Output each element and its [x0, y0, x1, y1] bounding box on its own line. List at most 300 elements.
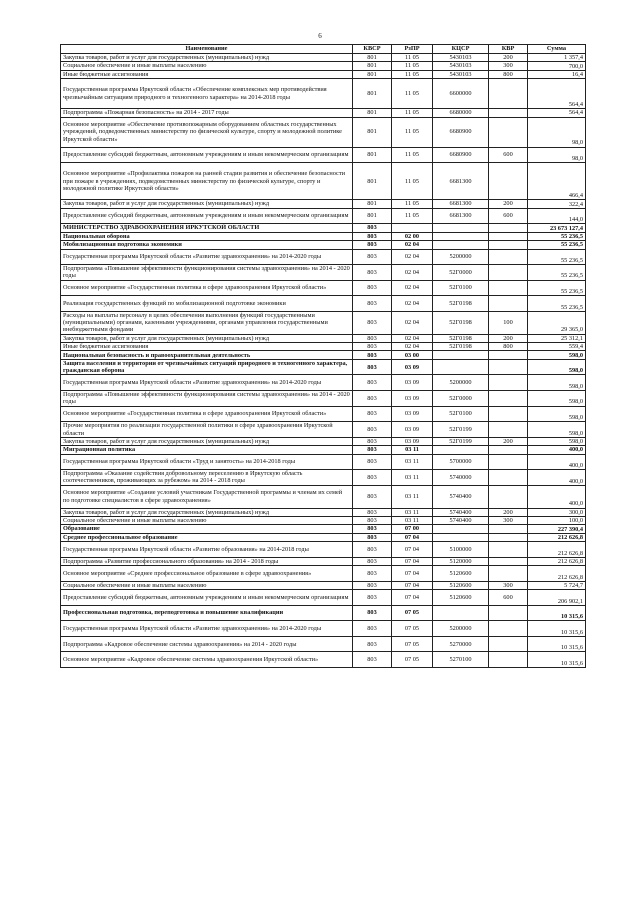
table-row — [61, 147, 586, 163]
row-kvr — [489, 280, 528, 296]
row-rzpr: 07 05 — [392, 652, 433, 668]
row-sum: 55 236,5 — [528, 249, 586, 265]
row-rzpr: 03 11 — [392, 470, 433, 486]
table-row — [61, 249, 586, 265]
row-name: Защита населения и территории от чрезвычайных ситуаций природного и техногенного характера, гражданская оборона — [61, 359, 353, 375]
row-rzpr: 02 04 — [392, 296, 433, 312]
row-kvr: 200 — [489, 54, 528, 62]
row-kvr: 800 — [489, 70, 528, 78]
row-kcsr — [433, 351, 489, 359]
row-name: Закупка товаров, работ и услуг для государственных (муниципальных) нужд — [61, 437, 353, 445]
table-row — [61, 470, 586, 486]
table-row — [61, 454, 586, 470]
row-kvr — [489, 446, 528, 454]
row-kvsr: 803 — [353, 557, 392, 565]
row-sum: 598,0 — [528, 359, 586, 375]
row-kvr: 600 — [489, 208, 528, 224]
row-kcsr — [433, 533, 489, 541]
row-sum: 564,4 — [528, 79, 586, 109]
row-name: Основное мероприятие «Профилактика пожаров на ранней стадии развития и обеспечение безопасности при пожаре в учреждениях, подведомственных министерству по физической культуре, спорту и молодежной политике Иркутской области» — [61, 163, 353, 200]
header-sum: Сумма — [528, 45, 586, 54]
row-name: Государственная программа Иркутской области «Развитие здравоохранения» на 2014-2020 годы — [61, 375, 353, 391]
table-row — [61, 375, 586, 391]
row-kvsr: 803 — [353, 485, 392, 508]
table-row — [61, 590, 586, 606]
row-sum: 1 357,4 — [528, 54, 586, 62]
table-row — [61, 525, 586, 533]
row-rzpr: 07 04 — [392, 557, 433, 565]
row-kcsr: 5700000 — [433, 454, 489, 470]
row-kcsr: 5740400 — [433, 516, 489, 524]
row-kvsr: 801 — [353, 208, 392, 224]
row-kvsr: 803 — [353, 437, 392, 445]
row-rzpr: 03 09 — [392, 437, 433, 445]
row-sum: 25 312,1 — [528, 334, 586, 342]
row-kcsr: 5430103 — [433, 62, 489, 70]
row-kvsr: 803 — [353, 351, 392, 359]
table-row — [61, 437, 586, 445]
row-name: Предоставление субсидий бюджетным, автономным учреждениям и иным некоммерческим организациям — [61, 147, 353, 163]
row-kvsr: 803 — [353, 525, 392, 533]
row-sum: 16,4 — [528, 70, 586, 78]
row-name: Подпрограмма «Повышение эффективности функционирования системы здравоохранения» на 2014 - 2020 годы — [61, 391, 353, 407]
row-sum: 212 626,8 — [528, 542, 586, 558]
row-kvsr: 803 — [353, 296, 392, 312]
row-kvr — [489, 351, 528, 359]
row-kcsr: 52Г0199 — [433, 437, 489, 445]
row-name: МИНИСТЕРСТВО ЗДРАВООХРАНЕНИЯ ИРКУТСКОЙ ОБЛАСТИ — [61, 224, 353, 232]
table-row — [61, 208, 586, 224]
table-row — [61, 533, 586, 541]
row-kvsr: 803 — [353, 359, 392, 375]
row-name: Подпрограмма «Пожарная безопасность» на 2014 - 2017 годы — [61, 109, 353, 117]
row-sum: 55 236,5 — [528, 241, 586, 249]
row-name: Иные бюджетные ассигнования — [61, 343, 353, 351]
row-name: Подпрограмма «Оказание содействия добровольному переселению в Иркутскую область соотечественников, проживающих за рубежом» на 2014 - 2018 годы — [61, 470, 353, 486]
row-sum: 212 626,8 — [528, 557, 586, 565]
row-rzpr: 07 04 — [392, 566, 433, 582]
table-row — [61, 636, 586, 652]
row-kvsr: 803 — [353, 621, 392, 637]
row-kcsr: 52Г0198 — [433, 296, 489, 312]
row-kvr — [489, 422, 528, 438]
row-kvr — [489, 109, 528, 117]
row-kvr — [489, 296, 528, 312]
row-name: Государственная программа Иркутской области «Труд и занятость» на 2014-2018 годы — [61, 454, 353, 470]
row-kvr — [489, 163, 528, 200]
row-name: Закупка товаров, работ и услуг для государственных (муниципальных) нужд — [61, 334, 353, 342]
row-kvr — [489, 79, 528, 109]
row-rzpr: 02 04 — [392, 334, 433, 342]
row-kvsr: 803 — [353, 232, 392, 240]
row-kcsr: 52Г0000 — [433, 391, 489, 407]
row-kvsr: 803 — [353, 542, 392, 558]
row-kcsr: 5120000 — [433, 557, 489, 565]
row-name: Закупка товаров, работ и услуг для государственных (муниципальных) нужд — [61, 54, 353, 62]
table-row — [61, 516, 586, 524]
row-kvr — [489, 485, 528, 508]
row-name: Национальная безопасность и правоохранительная деятельность — [61, 351, 353, 359]
row-kvsr: 803 — [353, 566, 392, 582]
row-name: Закупка товаров, работ и услуг для государственных (муниципальных) нужд — [61, 200, 353, 208]
row-kcsr: 52Г0000 — [433, 265, 489, 281]
row-kvr: 200 — [489, 334, 528, 342]
row-rzpr: 02 04 — [392, 280, 433, 296]
row-kvsr: 803 — [353, 422, 392, 438]
row-kvr — [489, 542, 528, 558]
row-kcsr: 52Г0199 — [433, 422, 489, 438]
table-row — [61, 70, 586, 78]
row-rzpr: 03 09 — [392, 359, 433, 375]
row-rzpr: 07 05 — [392, 621, 433, 637]
row-sum: 598,0 — [528, 351, 586, 359]
row-kcsr — [433, 446, 489, 454]
row-kvsr: 801 — [353, 163, 392, 200]
table-row — [61, 62, 586, 70]
table-row — [61, 334, 586, 342]
row-kvsr: 803 — [353, 391, 392, 407]
row-rzpr: 03 11 — [392, 508, 433, 516]
row-kvr — [489, 557, 528, 565]
row-kcsr — [433, 359, 489, 375]
row-rzpr: 03 09 — [392, 406, 433, 422]
table-row — [61, 79, 586, 109]
row-kvr — [489, 470, 528, 486]
row-kvsr: 803 — [353, 605, 392, 621]
row-sum: 5 724,7 — [528, 581, 586, 589]
row-sum: 10 315,6 — [528, 636, 586, 652]
table-row — [61, 508, 586, 516]
row-kvsr: 803 — [353, 508, 392, 516]
row-kvsr: 801 — [353, 117, 392, 147]
table-row — [61, 311, 586, 334]
row-name: Реализация государственных функций по мобилизационной подготовке экономики — [61, 296, 353, 312]
row-name: Государственная программа Иркутской области «Обеспечение комплексных мер противодействия чрезвычайным ситуациям природного и техногенного характера» на 2014-2018 годы — [61, 79, 353, 109]
row-rzpr: 02 04 — [392, 249, 433, 265]
row-name: Национальная оборона — [61, 232, 353, 240]
row-kvsr: 803 — [353, 406, 392, 422]
row-kvsr: 803 — [353, 454, 392, 470]
row-kcsr: 6681300 — [433, 200, 489, 208]
row-kcsr: 52Г0100 — [433, 406, 489, 422]
row-name: Расходы на выплаты персоналу в целях обеспечения выполнения функций государственными (муниципальными) органами, казенными учреждениями, органами управления государственными внебюджетными фондами — [61, 311, 353, 334]
row-name: Подпрограмма «Развитие профессионального образования» на 2014 - 2018 годы — [61, 557, 353, 565]
row-rzpr: 11 05 — [392, 109, 433, 117]
row-kvsr: 801 — [353, 109, 392, 117]
table-row — [61, 446, 586, 454]
row-kvsr: 803 — [353, 636, 392, 652]
row-rzpr: 11 05 — [392, 70, 433, 78]
row-kvr — [489, 265, 528, 281]
row-rzpr: 02 04 — [392, 241, 433, 249]
row-kcsr — [433, 241, 489, 249]
row-kcsr: 5740400 — [433, 485, 489, 508]
row-sum: 400,0 — [528, 485, 586, 508]
row-kvsr: 803 — [353, 652, 392, 668]
row-kcsr: 5430103 — [433, 54, 489, 62]
row-rzpr: 11 05 — [392, 163, 433, 200]
table-row — [61, 557, 586, 565]
row-rzpr: 07 05 — [392, 605, 433, 621]
row-kcsr: 6600000 — [433, 79, 489, 109]
header-kvr: КВР — [489, 45, 528, 54]
table-row — [61, 232, 586, 240]
row-rzpr: 03 11 — [392, 446, 433, 454]
row-rzpr: 11 05 — [392, 117, 433, 147]
row-rzpr: 02 04 — [392, 311, 433, 334]
table-row — [61, 621, 586, 637]
row-sum: 29 365,0 — [528, 311, 586, 334]
table-row — [61, 652, 586, 668]
row-kcsr: 6681300 — [433, 208, 489, 224]
row-kvr — [489, 224, 528, 232]
row-kcsr — [433, 605, 489, 621]
row-kvr: 200 — [489, 437, 528, 445]
row-name: Основное мероприятие «Создание условий участникам Государственной программы и членам их семей по подготовке специалистов в сфере здравоохранения» — [61, 485, 353, 508]
row-sum: 564,4 — [528, 109, 586, 117]
row-rzpr: 03 00 — [392, 351, 433, 359]
row-kvsr: 801 — [353, 62, 392, 70]
row-kvsr: 803 — [353, 334, 392, 342]
table-header-row — [61, 45, 586, 54]
row-name: Государственная программа Иркутской области «Развитие образования» на 2014-2018 годы — [61, 542, 353, 558]
row-kvsr: 801 — [353, 147, 392, 163]
row-kcsr — [433, 224, 489, 232]
row-kvsr: 803 — [353, 311, 392, 334]
row-sum: 55 236,5 — [528, 280, 586, 296]
row-rzpr: 03 09 — [392, 375, 433, 391]
row-rzpr: 03 11 — [392, 485, 433, 508]
row-kvsr: 803 — [353, 249, 392, 265]
table-row — [61, 566, 586, 582]
row-rzpr: 07 04 — [392, 590, 433, 606]
row-kvsr: 801 — [353, 54, 392, 62]
row-name: Миграционная политика — [61, 446, 353, 454]
row-kvr: 800 — [489, 343, 528, 351]
table-row — [61, 241, 586, 249]
row-sum: 144,0 — [528, 208, 586, 224]
row-kvsr: 803 — [353, 581, 392, 589]
row-name: Основное мероприятие «Государственная политика в сфере здравоохранения Иркутской области» — [61, 280, 353, 296]
row-kvr — [489, 605, 528, 621]
row-sum: 206 902,1 — [528, 590, 586, 606]
row-kvsr: 803 — [353, 265, 392, 281]
table-row — [61, 422, 586, 438]
row-kvr: 600 — [489, 147, 528, 163]
row-sum: 598,0 — [528, 391, 586, 407]
row-name: Профессиональная подготовка, переподготовка и повышение квалификации — [61, 605, 353, 621]
row-sum: 23 673 127,4 — [528, 224, 586, 232]
row-sum: 598,0 — [528, 406, 586, 422]
row-rzpr: 03 11 — [392, 516, 433, 524]
header-rzpr: РзПР — [392, 45, 433, 54]
row-rzpr: 11 05 — [392, 200, 433, 208]
table-row — [61, 117, 586, 147]
row-rzpr: 07 04 — [392, 533, 433, 541]
table-row — [61, 280, 586, 296]
row-sum: 700,0 — [528, 62, 586, 70]
row-name: Социальное обеспечение и иные выплаты населению — [61, 62, 353, 70]
row-name: Закупка товаров, работ и услуг для государственных (муниципальных) нужд — [61, 508, 353, 516]
row-kcsr: 6680900 — [433, 117, 489, 147]
row-kvsr: 803 — [353, 533, 392, 541]
row-kcsr: 52Г0100 — [433, 280, 489, 296]
table-row — [61, 359, 586, 375]
row-kcsr — [433, 525, 489, 533]
row-rzpr: 11 05 — [392, 208, 433, 224]
row-sum: 227 390,4 — [528, 525, 586, 533]
row-kvr — [489, 621, 528, 637]
header-kvsr: КВСР — [353, 45, 392, 54]
row-sum: 55 236,5 — [528, 265, 586, 281]
row-sum: 98,0 — [528, 147, 586, 163]
row-name: Образование — [61, 525, 353, 533]
row-sum: 300,0 — [528, 508, 586, 516]
row-kvr — [489, 241, 528, 249]
row-kvsr: 801 — [353, 79, 392, 109]
row-kcsr: 5740000 — [433, 470, 489, 486]
row-name: Мобилизационная подготовка экономики — [61, 241, 353, 249]
row-sum: 466,4 — [528, 163, 586, 200]
row-rzpr: 11 05 — [392, 147, 433, 163]
row-kvr — [489, 375, 528, 391]
row-kvr: 100 — [489, 311, 528, 334]
row-kcsr: 6680900 — [433, 147, 489, 163]
row-kvr: 600 — [489, 590, 528, 606]
table-row — [61, 200, 586, 208]
table-row — [61, 406, 586, 422]
table-row — [61, 163, 586, 200]
row-sum: 10 315,6 — [528, 605, 586, 621]
row-name: Подпрограмма «Повышение эффективности функционирования системы здравоохранения» на 2014 - 2020 годы — [61, 265, 353, 281]
row-rzpr: 07 04 — [392, 542, 433, 558]
row-sum: 212 626,8 — [528, 566, 586, 582]
row-kcsr: 5200000 — [433, 249, 489, 265]
row-sum: 212 626,8 — [528, 533, 586, 541]
row-rzpr: 07 05 — [392, 636, 433, 652]
row-name: Основное мероприятие «Кадровое обеспечение системы здравоохранения Иркутской области» — [61, 652, 353, 668]
row-rzpr: 03 09 — [392, 422, 433, 438]
row-rzpr: 03 09 — [392, 391, 433, 407]
row-sum: 55 236,5 — [528, 232, 586, 240]
row-sum: 400,0 — [528, 470, 586, 486]
row-name: Прочие мероприятия по реализации государственной политики в сфере здравоохранения Иркутской области — [61, 422, 353, 438]
row-sum: 10 315,6 — [528, 652, 586, 668]
row-name: Основное мероприятие «Государственная политика в сфере здравоохранения Иркутской области» — [61, 406, 353, 422]
row-kvr — [489, 406, 528, 422]
row-rzpr: 11 05 — [392, 54, 433, 62]
row-rzpr: 02 04 — [392, 265, 433, 281]
table-row — [61, 224, 586, 232]
row-kvsr: 803 — [353, 343, 392, 351]
table-row — [61, 265, 586, 281]
row-rzpr: 02 04 — [392, 343, 433, 351]
table-row — [61, 54, 586, 62]
row-kcsr: 5200000 — [433, 621, 489, 637]
row-sum: 98,0 — [528, 117, 586, 147]
row-sum: 559,4 — [528, 343, 586, 351]
row-kvr — [489, 117, 528, 147]
table-row — [61, 351, 586, 359]
header-name: Наименование — [61, 45, 353, 54]
page-number: 6 — [318, 32, 322, 40]
row-kvr — [489, 566, 528, 582]
row-kvsr: 803 — [353, 224, 392, 232]
row-name: Предоставление субсидий бюджетным, автономным учреждениям и иным некоммерческим организациям — [61, 208, 353, 224]
row-kcsr: 5120600 — [433, 590, 489, 606]
row-kvr — [489, 533, 528, 541]
row-kvr: 300 — [489, 581, 528, 589]
row-kvsr: 801 — [353, 200, 392, 208]
table-row — [61, 343, 586, 351]
header-kcsr: КЦСР — [433, 45, 489, 54]
row-rzpr: 02 00 — [392, 232, 433, 240]
row-name: Подпрограмма «Кадровое обеспечение системы здравоохранения» на 2014 - 2020 годы — [61, 636, 353, 652]
row-kvr — [489, 359, 528, 375]
row-kcsr: 52Г0198 — [433, 343, 489, 351]
table-row — [61, 542, 586, 558]
row-kcsr: 5120600 — [433, 566, 489, 582]
row-kvr — [489, 454, 528, 470]
row-rzpr — [392, 224, 433, 232]
row-rzpr: 07 04 — [392, 581, 433, 589]
row-name: Государственная программа Иркутской области «Развитие здравоохранения» на 2014-2020 годы — [61, 621, 353, 637]
table-row — [61, 391, 586, 407]
row-kvsr: 801 — [353, 70, 392, 78]
table-row — [61, 109, 586, 117]
row-kvr — [489, 636, 528, 652]
row-sum: 10 315,6 — [528, 621, 586, 637]
row-kvr — [489, 249, 528, 265]
row-sum: 100,0 — [528, 516, 586, 524]
row-rzpr: 03 11 — [392, 454, 433, 470]
row-name: Основное мероприятие «Среднее профессиональное образование в сфере здравоохранения» — [61, 566, 353, 582]
row-name: Социальное обеспечение и иные выплаты населению — [61, 516, 353, 524]
table-row — [61, 581, 586, 589]
row-kvr: 300 — [489, 516, 528, 524]
table-row — [61, 605, 586, 621]
row-kcsr: 5120600 — [433, 581, 489, 589]
row-kcsr: 52Г0198 — [433, 311, 489, 334]
row-kvsr: 803 — [353, 280, 392, 296]
row-kcsr: 5430103 — [433, 70, 489, 78]
row-kcsr — [433, 232, 489, 240]
row-kvr: 200 — [489, 508, 528, 516]
row-rzpr: 07 00 — [392, 525, 433, 533]
row-name: Основное мероприятие «Обеспечение противопожарным оборудованием областных государственных учреждений, подведомственных министерству по физической культуре, спорту и молодежной политике Иркутской области» — [61, 117, 353, 147]
row-kcsr: 5740400 — [433, 508, 489, 516]
row-rzpr: 11 05 — [392, 79, 433, 109]
row-kvr — [489, 525, 528, 533]
row-name: Предоставление субсидий бюджетным, автономным учреждениям и иным некоммерческим организациям — [61, 590, 353, 606]
row-kvr — [489, 391, 528, 407]
row-kvr: 200 — [489, 200, 528, 208]
row-kcsr: 52Г0198 — [433, 334, 489, 342]
row-kvr — [489, 652, 528, 668]
row-sum: 598,0 — [528, 375, 586, 391]
budget-table — [60, 44, 586, 668]
row-kvsr: 803 — [353, 375, 392, 391]
row-kcsr: 5200000 — [433, 375, 489, 391]
row-kcsr: 5270000 — [433, 636, 489, 652]
row-rzpr: 11 05 — [392, 62, 433, 70]
row-sum: 55 236,5 — [528, 296, 586, 312]
row-name: Среднее профессиональное образование — [61, 533, 353, 541]
row-sum: 400,0 — [528, 446, 586, 454]
row-sum: 400,0 — [528, 454, 586, 470]
row-kvr: 300 — [489, 62, 528, 70]
row-sum: 598,0 — [528, 422, 586, 438]
